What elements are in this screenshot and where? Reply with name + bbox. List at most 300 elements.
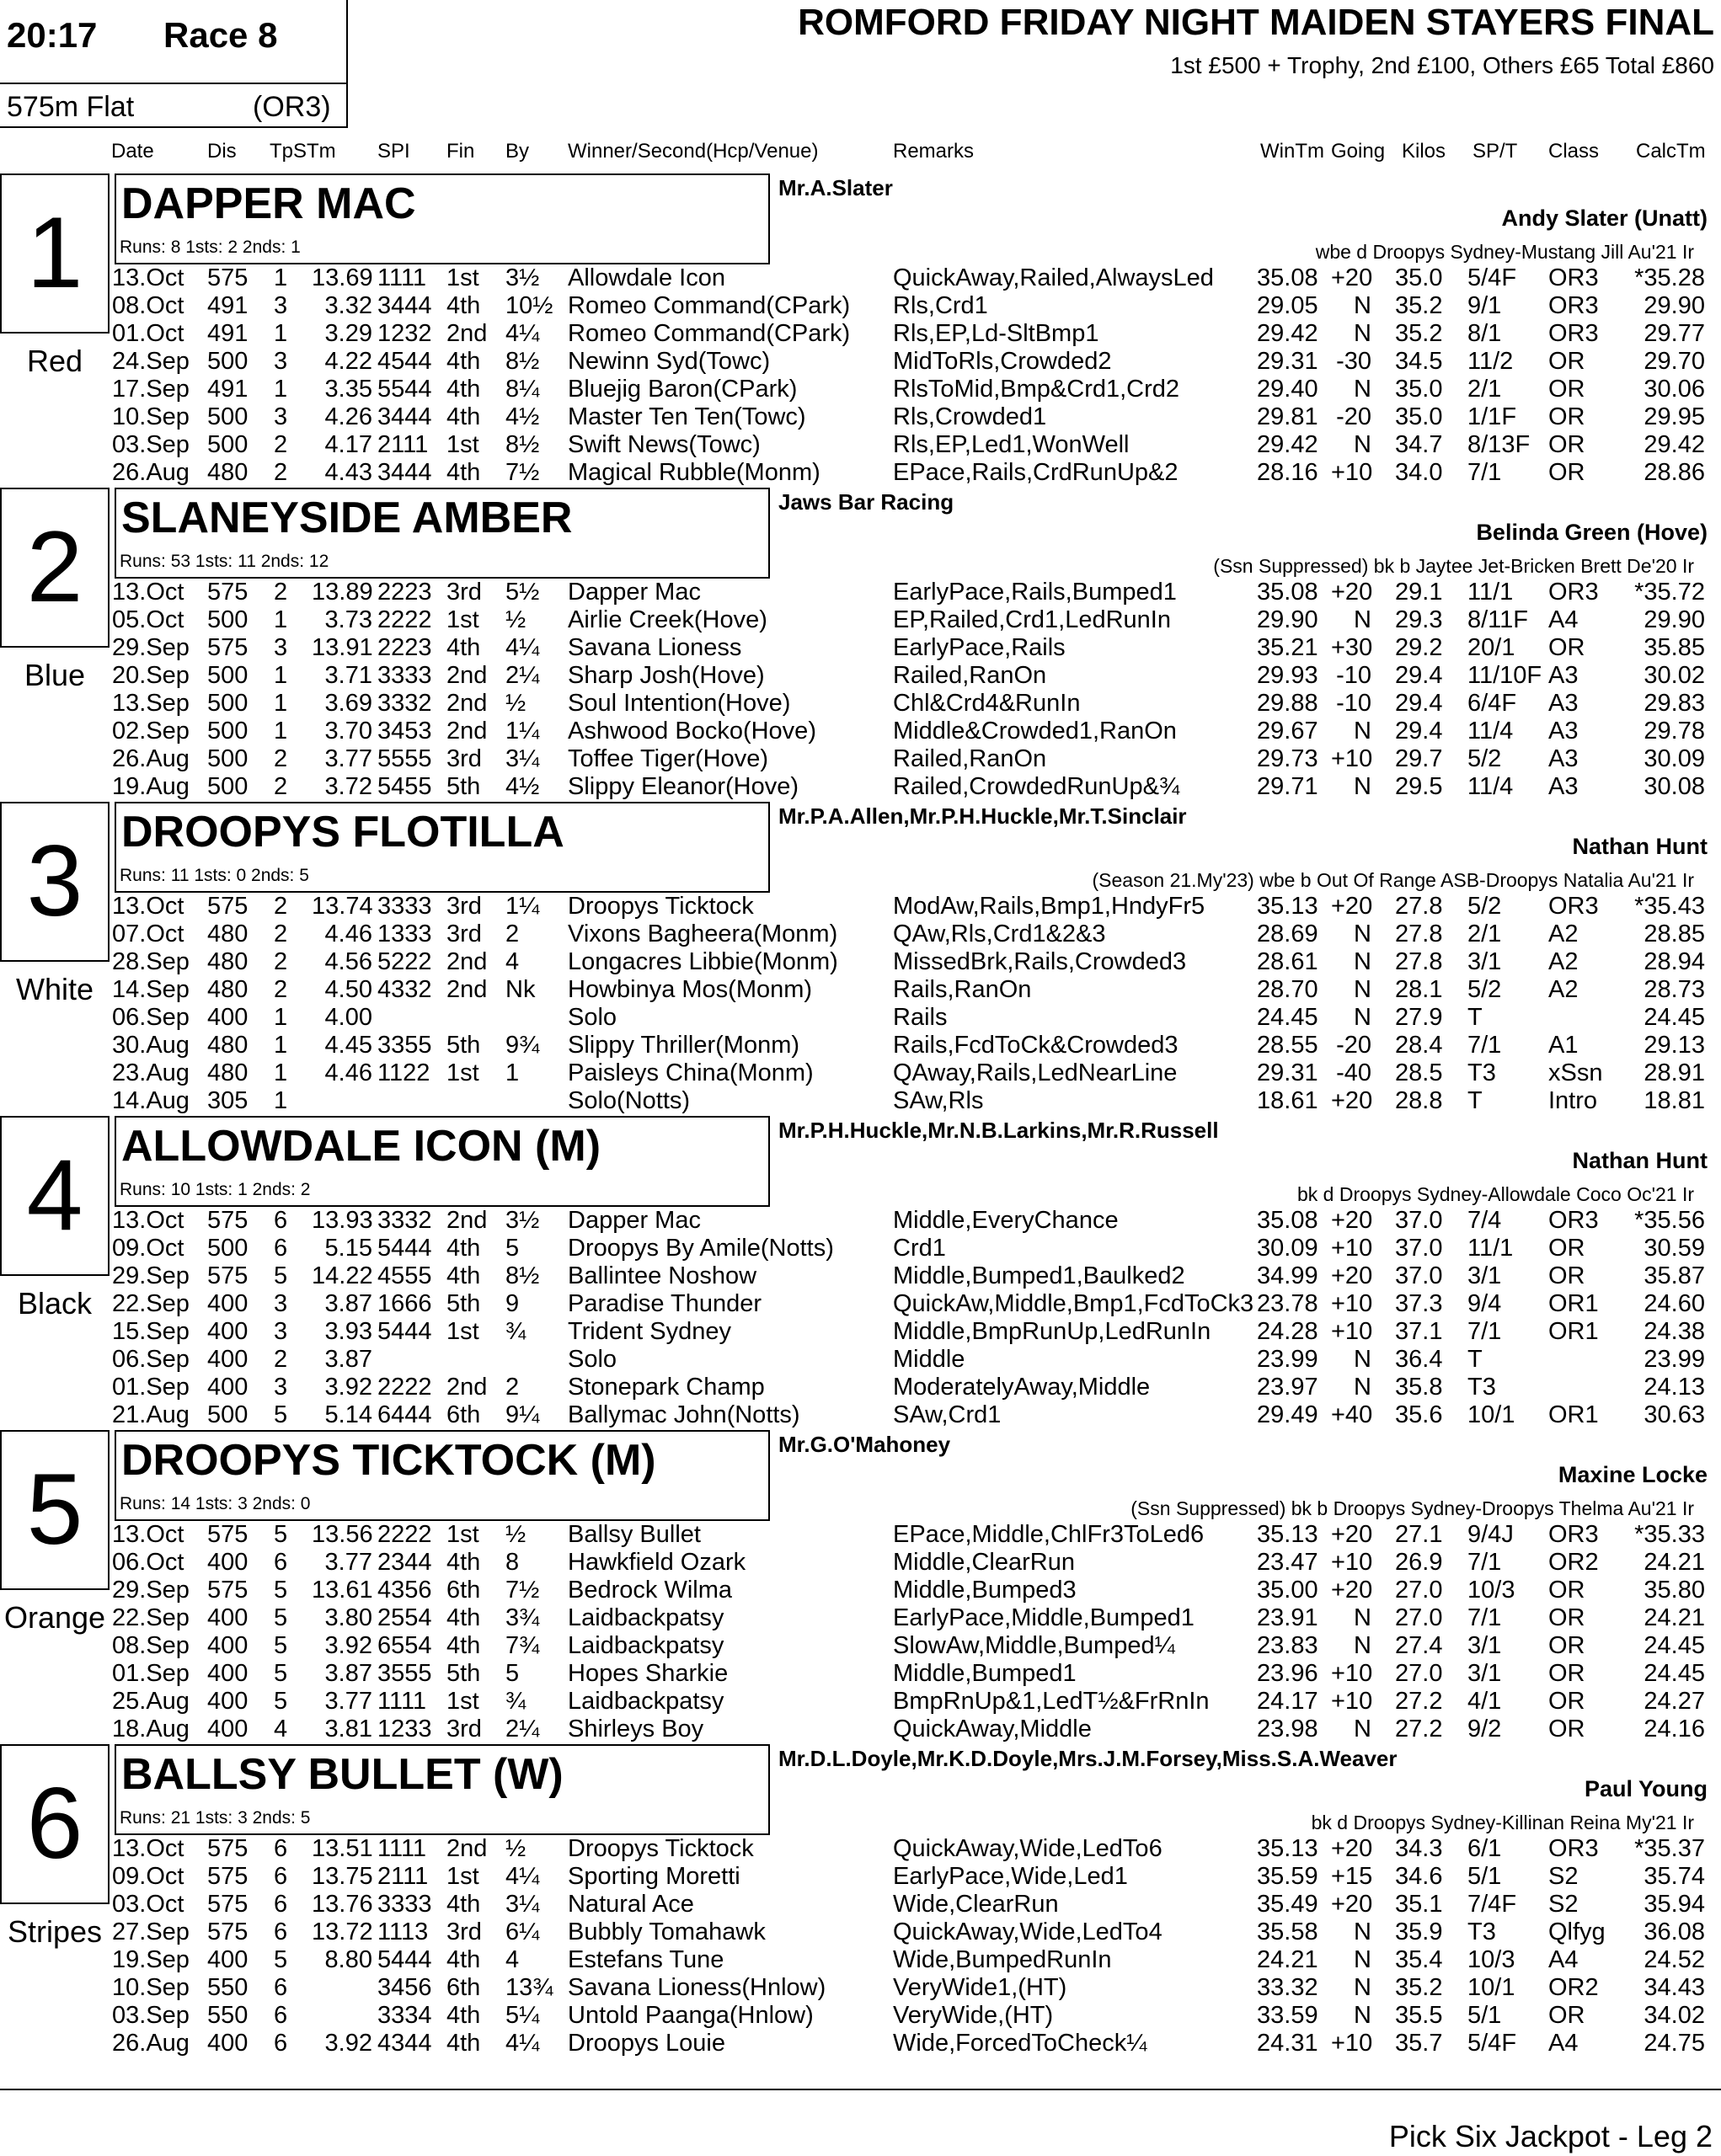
form-cell-dis: 575 xyxy=(207,1577,249,1604)
form-cell-class: A4 xyxy=(1548,1946,1579,1973)
form-cell-kilos: 27.0 xyxy=(1395,1604,1443,1631)
form-cell-wintm: 23.98 xyxy=(1257,1716,1318,1742)
form-cell-spt: 3/1 xyxy=(1467,1262,1502,1289)
form-cell-remarks: Railed,RanOn xyxy=(893,745,1047,772)
form-cell-class: OR xyxy=(1548,431,1585,458)
form-cell-remarks: Middle xyxy=(893,1346,965,1373)
form-cell-kilos: 34.0 xyxy=(1395,459,1443,486)
form-cell-spi: 6444 xyxy=(377,1401,432,1428)
form-cell-winner: Romeo Command(CPark) xyxy=(568,320,851,347)
form-row xyxy=(0,1716,1721,1743)
form-cell-date: 13.Oct xyxy=(112,264,184,291)
dog-runs-summary: Runs: 10 1sts: 1 2nds: 2 xyxy=(120,1180,311,1199)
form-cell-class: OR xyxy=(1548,1235,1585,1262)
form-cell-spt: 11/2 xyxy=(1467,348,1514,375)
form-cell-by: 9¼ xyxy=(505,1401,540,1428)
form-cell-tp: 1 xyxy=(274,1059,288,1086)
form-cell-spi: 3333 xyxy=(377,662,432,689)
form-cell-date: 09.Oct xyxy=(112,1863,184,1890)
form-cell-winner: Allowdale Icon xyxy=(568,264,725,291)
form-cell-wintm: 29.31 xyxy=(1257,1059,1318,1086)
form-row xyxy=(0,690,1721,718)
runner-block xyxy=(0,1744,1721,2058)
form-cell-stm: 14.22 xyxy=(312,1262,373,1289)
form-cell-by: 1 xyxy=(505,1059,520,1086)
form-cell-calctm: 30.59 xyxy=(1644,1235,1705,1262)
dog-runs-summary: Runs: 21 1sts: 3 2nds: 5 xyxy=(120,1808,311,1828)
form-cell-winner: Magical Rubble(Monm) xyxy=(568,459,820,486)
form-cell-spt: 11/4 xyxy=(1467,773,1514,800)
form-cell-by: Nk xyxy=(505,976,536,1003)
form-cell-fin: 4th xyxy=(446,292,481,319)
form-cell-stm: 3.92 xyxy=(324,2030,372,2057)
form-cell-by: 1¼ xyxy=(505,893,540,920)
form-cell-wintm: 28.55 xyxy=(1257,1032,1318,1059)
form-cell-going: +20 xyxy=(1331,1207,1373,1234)
breeding: (Season 21.My'23) wbe b Out Of Range ASB-Droopys Natalia Au'21 Ir xyxy=(1092,869,1694,891)
form-cell-stm: 3.93 xyxy=(324,1318,372,1345)
form-cell-remarks: VeryWide1,(HT) xyxy=(893,1974,1067,2001)
form-cell-kilos: 29.3 xyxy=(1395,606,1443,633)
form-cell-remarks: BmpRnUp&1,LedT½&FrRnIn xyxy=(893,1688,1210,1715)
form-cell-calctm: 28.86 xyxy=(1644,459,1705,486)
form-cell-class: OR2 xyxy=(1548,1549,1599,1576)
form-cell-fin: 3rd xyxy=(446,1716,482,1742)
form-cell-dis: 480 xyxy=(207,976,249,1003)
dog-name: SLANEYSIDE AMBER xyxy=(121,494,573,542)
form-cell-fin: 4th xyxy=(446,1632,481,1659)
form-row xyxy=(0,292,1721,320)
form-cell-tp: 1 xyxy=(274,1004,288,1031)
form-cell-going: +20 xyxy=(1331,1262,1373,1289)
form-cell-tp: 5 xyxy=(274,1660,288,1687)
form-cell-winner: Solo xyxy=(568,1004,617,1031)
form-cell-remarks: VeryWide,(HT) xyxy=(893,2002,1054,2029)
trap-color: Black xyxy=(17,1286,93,1321)
form-cell-wintm: 29.90 xyxy=(1257,606,1318,633)
form-cell-spi: 2222 xyxy=(377,1374,432,1401)
form-cell-remarks: Wide,ClearRun xyxy=(893,1891,1059,1918)
form-cell-class: A2 xyxy=(1548,976,1579,1003)
form-cell-class: OR xyxy=(1548,1688,1585,1715)
form-cell-winner: Vixons Bagheera(Monm) xyxy=(568,921,838,947)
form-cell-spt: 3/1 xyxy=(1467,948,1502,975)
form-cell-fin: 1st xyxy=(446,1688,479,1715)
form-cell-going: N xyxy=(1354,1374,1371,1401)
form-cell-tp: 1 xyxy=(274,264,288,291)
form-cell-calctm: 23.99 xyxy=(1644,1346,1705,1373)
form-cell-winner: Stonepark Champ xyxy=(568,1374,765,1401)
form-cell-calctm: 24.38 xyxy=(1644,1318,1705,1345)
form-cell-spi: 3444 xyxy=(377,403,432,430)
form-cell-by: 8½ xyxy=(505,348,540,375)
form-cell-spt: 5/4F xyxy=(1467,2030,1517,2057)
form-cell-kilos: 36.4 xyxy=(1395,1346,1443,1373)
form-cell-going: +10 xyxy=(1331,745,1373,772)
form-cell-by: 4¼ xyxy=(505,2030,540,2057)
form-cell-remarks: Rls,EP,Led1,WonWell xyxy=(893,431,1130,458)
form-cell-date: 30.Aug xyxy=(112,1032,190,1059)
form-cell-date: 25.Aug xyxy=(112,1688,190,1715)
form-cell-spi: 3332 xyxy=(377,690,432,717)
form-cell-dis: 500 xyxy=(207,1401,249,1428)
form-cell-date: 15.Sep xyxy=(112,1318,190,1345)
form-cell-class: OR1 xyxy=(1548,1318,1599,1345)
form-cell-winner: Droopys Ticktock xyxy=(568,1835,754,1862)
form-cell-tp: 5 xyxy=(274,1262,288,1289)
form-cell-stm: 5.14 xyxy=(324,1401,372,1428)
form-cell-spi: 1122 xyxy=(377,1059,430,1086)
form-cell-date: 06.Oct xyxy=(112,1549,184,1576)
form-cell-fin: 5th xyxy=(446,1032,481,1059)
form-cell-winner: Savana Lioness(Hnlow) xyxy=(568,1974,826,2001)
form-cell-by: 2¼ xyxy=(505,1716,540,1742)
form-cell-winner: Ballsy Bullet xyxy=(568,1521,701,1548)
form-cell-going: N xyxy=(1354,1632,1371,1659)
dog-name: DROOPYS TICKTOCK (M) xyxy=(121,1436,656,1485)
form-cell-dis: 575 xyxy=(207,1521,249,1548)
form-cell-going: N xyxy=(1354,292,1371,319)
form-cell-kilos: 34.3 xyxy=(1395,1835,1443,1862)
form-cell-spi: 5544 xyxy=(377,376,432,403)
form-cell-going: N xyxy=(1354,921,1371,947)
form-cell-fin: 4th xyxy=(446,376,481,403)
form-cell-dis: 575 xyxy=(207,1863,249,1890)
form-cell-going: -40 xyxy=(1336,1059,1371,1086)
form-row xyxy=(0,1235,1721,1262)
form-row xyxy=(0,2030,1721,2057)
form-cell-stm: 4.22 xyxy=(324,348,372,375)
form-cell-by: 7½ xyxy=(505,1577,540,1604)
form-cell-calctm: 24.21 xyxy=(1644,1604,1705,1631)
breeding: (Ssn Suppressed) bk b Jaytee Jet-Bricken Brett De'20 Ir xyxy=(1213,555,1694,577)
form-cell-spi: 1111 xyxy=(377,1688,427,1715)
form-cell-fin: 4th xyxy=(446,459,481,486)
form-row xyxy=(0,1401,1721,1429)
runner-block xyxy=(0,1116,1721,1430)
form-cell-by: 4¼ xyxy=(505,1863,540,1890)
form-cell-remarks: EPace,Rails,CrdRunUp&2 xyxy=(893,459,1179,486)
form-cell-dis: 500 xyxy=(207,690,249,717)
form-cell-by: 5¼ xyxy=(505,2002,540,2029)
form-row xyxy=(0,1521,1721,1549)
form-cell-fin: 2nd xyxy=(446,662,488,689)
form-row xyxy=(0,976,1721,1004)
form-cell-winner: Laidbackpatsy xyxy=(568,1632,724,1659)
form-cell-spi: 1111 xyxy=(377,264,427,291)
form-cell-spt: 5/2 xyxy=(1467,745,1502,772)
form-cell-by: 4½ xyxy=(505,773,540,800)
form-cell-spi: 5444 xyxy=(377,1318,432,1345)
form-cell-stm: 3.73 xyxy=(324,606,372,633)
form-cell-wintm: 24.21 xyxy=(1257,1946,1318,1973)
form-cell-stm: 13.75 xyxy=(312,1863,373,1890)
form-row xyxy=(0,1835,1721,1863)
form-cell-tp: 2 xyxy=(274,773,288,800)
form-cell-wintm: 23.96 xyxy=(1257,1660,1318,1687)
form-row xyxy=(0,948,1721,976)
form-cell-by: 4 xyxy=(505,1946,520,1973)
form-cell-remarks: Middle,Bumped1,Baulked2 xyxy=(893,1262,1185,1289)
column-headers xyxy=(0,140,1721,165)
form-cell-winner: Sporting Moretti xyxy=(568,1863,740,1890)
form-row xyxy=(0,1059,1721,1087)
form-cell-calctm: 24.45 xyxy=(1644,1004,1705,1031)
form-cell-date: 19.Aug xyxy=(112,773,190,800)
form-cell-spi: 4356 xyxy=(377,1577,432,1604)
form-cell-wintm: 35.00 xyxy=(1257,1577,1318,1604)
form-cell-date: 07.Oct xyxy=(112,921,184,947)
form-cell-tp: 1 xyxy=(274,718,288,744)
form-cell-date: 08.Sep xyxy=(112,1632,190,1659)
owner: Mr.P.H.Huckle,Mr.N.B.Larkins,Mr.R.Russell xyxy=(778,1118,1219,1143)
form-row xyxy=(0,1946,1721,1974)
col-fin: Fin xyxy=(446,140,475,163)
form-cell-stm: 4.46 xyxy=(324,921,372,947)
form-cell-spt: 11/10F xyxy=(1467,662,1542,689)
form-cell-fin: 2nd xyxy=(446,1374,488,1401)
trainer: Andy Slater (Unatt) xyxy=(1501,205,1708,231)
form-cell-stm: 13.51 xyxy=(312,1835,373,1862)
form-cell-calctm: 36.08 xyxy=(1644,1919,1705,1945)
form-cell-tp: 1 xyxy=(274,376,288,403)
form-cell-wintm: 35.13 xyxy=(1257,1835,1318,1862)
form-cell-stm: 3.35 xyxy=(324,376,372,403)
form-cell-fin: 4th xyxy=(446,1604,481,1631)
form-cell-calctm: 24.13 xyxy=(1644,1374,1705,1401)
form-cell-calctm: 29.70 xyxy=(1644,348,1705,375)
col-spt: SP/T xyxy=(1472,140,1518,163)
form-cell-kilos: 29.4 xyxy=(1395,662,1443,689)
form-cell-by: 3½ xyxy=(505,1207,540,1234)
form-cell-date: 28.Sep xyxy=(112,948,190,975)
form-cell-class: A1 xyxy=(1548,1032,1579,1059)
form-cell-class: OR xyxy=(1548,376,1585,403)
trap-color: White xyxy=(15,972,94,1006)
form-cell-by: 5 xyxy=(505,1235,520,1262)
form-cell-remarks: SAw,Rls xyxy=(893,1087,984,1114)
form-cell-dis: 575 xyxy=(207,264,249,291)
form-cell-kilos: 29.4 xyxy=(1395,718,1443,744)
form-cell-by: 8¼ xyxy=(505,376,540,403)
form-cell-going: N xyxy=(1354,1604,1371,1631)
footer-label: Pick Six Jackpot - Leg 2 xyxy=(1388,2119,1713,2153)
form-cell-wintm: 23.78 xyxy=(1257,1290,1318,1317)
form-cell-fin: 5th xyxy=(446,1290,481,1317)
form-cell-dis: 480 xyxy=(207,921,249,947)
form-cell-dis: 500 xyxy=(207,718,249,744)
form-cell-fin: 5th xyxy=(446,1660,481,1687)
form-cell-date: 18.Aug xyxy=(112,1716,190,1742)
form-cell-class: OR xyxy=(1548,2002,1585,2029)
form-row xyxy=(0,921,1721,948)
form-cell-winner: Howbinya Mos(Monm) xyxy=(568,976,813,1003)
form-cell-by: 8½ xyxy=(505,1262,540,1289)
form-cell-kilos: 29.4 xyxy=(1395,690,1443,717)
form-cell-fin: 1st xyxy=(446,606,479,633)
form-cell-winner: Hopes Sharkie xyxy=(568,1660,729,1687)
form-cell-calctm: 24.52 xyxy=(1644,1946,1705,1973)
form-cell-spt: 2/1 xyxy=(1467,921,1502,947)
form-cell-spt: 5/4F xyxy=(1467,264,1517,291)
form-cell-class: xSsn xyxy=(1548,1059,1603,1086)
owner: Mr.D.L.Doyle,Mr.K.D.Doyle,Mrs.J.M.Forsey,Miss.S.A.Weaver xyxy=(778,1746,1398,1771)
form-cell-stm: 3.87 xyxy=(324,1660,372,1687)
form-cell-spi: 3333 xyxy=(377,893,432,920)
form-cell-stm: 3.87 xyxy=(324,1290,372,1317)
form-cell-remarks: Middle&Crowded1,RanOn xyxy=(893,718,1177,744)
form-cell-spt: 11/1 xyxy=(1467,579,1514,606)
form-cell-spt: 10/3 xyxy=(1467,1946,1515,1973)
form-cell-stm: 5.15 xyxy=(324,1235,372,1262)
trap-number: 2 xyxy=(26,510,83,623)
form-row xyxy=(0,634,1721,662)
form-cell-wintm: 29.40 xyxy=(1257,376,1318,403)
form-cell-tp: 1 xyxy=(274,320,288,347)
form-cell-winner: Romeo Command(CPark) xyxy=(568,292,851,319)
form-cell-fin: 5th xyxy=(446,773,481,800)
runner-block xyxy=(0,802,1721,1116)
trap-number: 6 xyxy=(26,1767,83,1880)
form-cell-wintm: 28.69 xyxy=(1257,921,1318,947)
form-cell-by: 13¾ xyxy=(505,1974,553,2001)
form-cell-class: A3 xyxy=(1548,690,1579,717)
form-cell-spt: 5/2 xyxy=(1467,976,1502,1003)
form-cell-spi: 2111 xyxy=(377,1863,429,1890)
form-cell-stm: 4.26 xyxy=(324,403,372,430)
form-cell-dis: 400 xyxy=(207,1632,249,1659)
form-cell-spt: 8/13F xyxy=(1467,431,1531,458)
form-cell-calctm: 35.87 xyxy=(1644,1262,1705,1289)
trainer: Paul Young xyxy=(1584,1776,1708,1801)
form-cell-calctm: 30.63 xyxy=(1644,1401,1705,1428)
form-cell-fin: 1st xyxy=(446,264,479,291)
form-cell-calctm: 35.74 xyxy=(1644,1863,1705,1890)
form-cell-winner: Bluejig Baron(CPark) xyxy=(568,376,798,403)
form-cell-class: Qlfyg xyxy=(1548,1919,1606,1945)
form-cell-winner: Solo xyxy=(568,1346,617,1373)
form-cell-stm: 3.29 xyxy=(324,320,372,347)
form-cell-remarks: MissedBrk,Rails,Crowded3 xyxy=(893,948,1187,975)
form-cell-tp: 3 xyxy=(274,292,288,319)
form-cell-fin: 4th xyxy=(446,634,481,661)
owner: Mr.A.Slater xyxy=(778,175,893,200)
form-cell-remarks: SlowAw,Middle,Bumped¼ xyxy=(893,1632,1175,1659)
form-cell-dis: 480 xyxy=(207,459,249,486)
form-cell-winner: Untold Paanga(Hnlow) xyxy=(568,2002,814,2029)
trainer: Belinda Green (Hove) xyxy=(1476,520,1708,545)
form-cell-spt: 8/11F xyxy=(1467,606,1529,633)
owner: Jaws Bar Racing xyxy=(778,489,954,515)
form-cell-wintm: 29.67 xyxy=(1257,718,1318,744)
form-cell-remarks: Middle,EveryChance xyxy=(893,1207,1119,1234)
form-cell-remarks: Rls,Crowded1 xyxy=(893,403,1047,430)
form-cell-fin: 3rd xyxy=(446,1919,482,1945)
form-cell-kilos: 27.9 xyxy=(1395,1004,1443,1031)
form-cell-kilos: 29.7 xyxy=(1395,745,1443,772)
dog-name: BALLSY BULLET (W) xyxy=(121,1750,564,1799)
col-date: Date xyxy=(111,140,154,163)
form-cell-dis: 575 xyxy=(207,1919,249,1945)
form-cell-going: +10 xyxy=(1331,1318,1373,1345)
form-cell-class: OR1 xyxy=(1548,1401,1599,1428)
form-cell-class: OR xyxy=(1548,1660,1585,1687)
form-cell-dis: 400 xyxy=(207,1716,249,1742)
form-cell-by: 3¾ xyxy=(505,1604,540,1631)
form-cell-date: 03.Sep xyxy=(112,2002,190,2029)
col-class: Class xyxy=(1548,140,1600,163)
form-cell-kilos: 34.7 xyxy=(1395,431,1443,458)
form-cell-dis: 400 xyxy=(207,1004,249,1031)
form-cell-remarks: EarlyPace,Rails xyxy=(893,634,1066,661)
form-cell-kilos: 35.2 xyxy=(1395,1974,1443,2001)
form-cell-winner: Dapper Mac xyxy=(568,1207,701,1234)
dog-name: DAPPER MAC xyxy=(121,179,416,228)
form-row xyxy=(0,1087,1721,1115)
form-cell-class: A3 xyxy=(1548,745,1579,772)
form-cell-spi: 3333 xyxy=(377,1891,432,1918)
trainer: Nathan Hunt xyxy=(1572,1148,1708,1173)
form-cell-class: OR xyxy=(1548,1577,1585,1604)
form-cell-kilos: 27.8 xyxy=(1395,948,1443,975)
form-cell-going: N xyxy=(1354,1919,1371,1945)
col-by: By xyxy=(505,140,530,163)
form-cell-class: A2 xyxy=(1548,921,1579,947)
form-cell-fin: 3rd xyxy=(446,745,482,772)
form-cell-dis: 575 xyxy=(207,893,249,920)
form-cell-calctm: 29.83 xyxy=(1644,690,1705,717)
form-cell-spt: T xyxy=(1467,1004,1483,1031)
form-cell-date: 13.Oct xyxy=(112,893,184,920)
form-cell-spt: 9/4 xyxy=(1467,1290,1502,1317)
form-cell-going: N xyxy=(1354,718,1371,744)
form-cell-remarks: EarlyPace,Middle,Bumped1 xyxy=(893,1604,1195,1631)
form-cell-remarks: EP,Railed,Crd1,LedRunIn xyxy=(893,606,1171,633)
form-cell-calctm: 28.91 xyxy=(1644,1059,1705,1086)
form-cell-kilos: 29.5 xyxy=(1395,773,1443,800)
form-cell-by: ½ xyxy=(505,1835,526,1862)
form-cell-by: 4½ xyxy=(505,403,540,430)
form-cell-remarks: Railed,RanOn xyxy=(893,662,1047,689)
form-cell-stm: 3.72 xyxy=(324,773,372,800)
form-cell-stm: 3.92 xyxy=(324,1374,372,1401)
form-cell-kilos: 27.1 xyxy=(1395,1521,1443,1548)
form-cell-calctm: 35.80 xyxy=(1644,1577,1705,1604)
form-cell-date: 10.Sep xyxy=(112,1974,190,2001)
form-cell-class: OR xyxy=(1548,634,1585,661)
form-cell-kilos: 27.8 xyxy=(1395,893,1443,920)
form-cell-going: +10 xyxy=(1331,1660,1373,1687)
form-cell-by: 1¼ xyxy=(505,718,540,744)
form-cell-calctm: 29.77 xyxy=(1644,320,1705,347)
form-cell-winner: Ballymac John(Notts) xyxy=(568,1401,800,1428)
form-cell-date: 09.Oct xyxy=(112,1235,184,1262)
form-cell-by: 6¼ xyxy=(505,1919,540,1945)
form-cell-spi: 3355 xyxy=(377,1032,432,1059)
form-cell-remarks: QAw,Rls,Crd1&2&3 xyxy=(893,921,1106,947)
form-cell-dis: 575 xyxy=(207,634,249,661)
trap-number: 1 xyxy=(26,196,83,309)
form-cell-going: -20 xyxy=(1336,403,1371,430)
form-cell-winner: Droopys By Amile(Notts) xyxy=(568,1235,834,1262)
breeding: bk d Droopys Sydney-Killinan Reina My'21 Ir xyxy=(1311,1812,1694,1833)
form-cell-date: 20.Sep xyxy=(112,662,190,689)
form-cell-spt: 8/1 xyxy=(1467,320,1502,347)
form-cell-tp: 3 xyxy=(274,634,288,661)
form-cell-by: 5½ xyxy=(505,579,540,606)
form-cell-winner: Swift News(Towc) xyxy=(568,431,761,458)
form-cell-fin: 1st xyxy=(446,1318,479,1345)
